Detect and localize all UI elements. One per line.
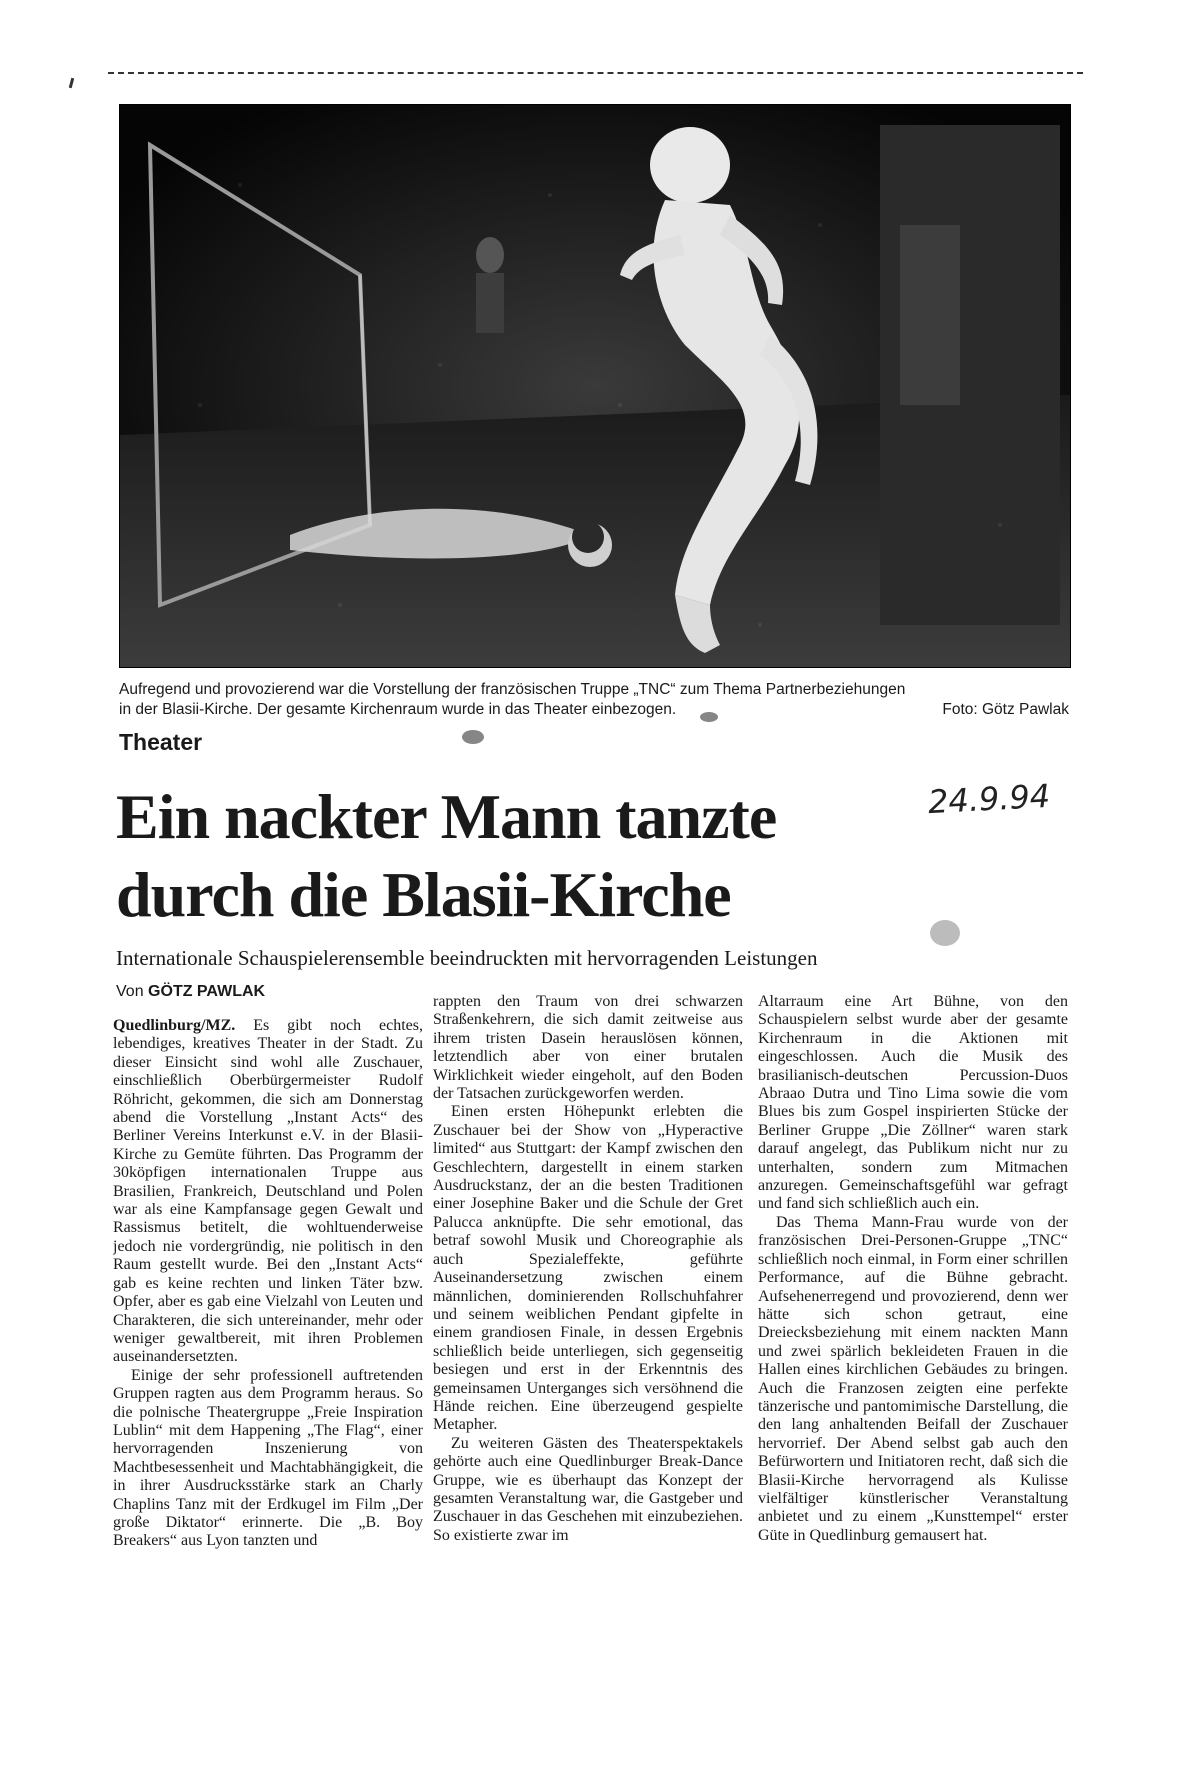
col1-paragraph-1: Es gibt noch echtes, lebendiges, kreatives Theater in der Stadt. Zu dieser Einsicht sind wohl alle Zuschauer, einschließlich Oberbürgermeister Rudolf Röhricht, gekommen, die sich am Donnerstag abend die Vorstellung „Instant Acts“ des Berliner Vereins Interkunst e.V. in der Blasii-Kirche zu Gemüte führten. Das Programm der 30köpfigen internationalen Truppe aus Brasilien, Frankreich, Deutschland und Polen war als eine Kampfansage gegen Gewalt und Rassismus betitelt, die wohltuenderweise jedoch nie vordergründig, nie politisch in den Raum gestellt wurde. Bei den „Instant Acts“ gab es keine rechten und linken Täter bzw. Opfer, aber es gab eine Vielzahl von Leuten und Charakteren, die sich untereinander, mehr oder weniger gewaltbereit, mit ihren Problemen auseinandersetzten. [113, 1017, 423, 1366]
handwritten-date: 24.9.94 [927, 776, 1052, 822]
col1-paragraph-2: Einige der sehr professionell auftretenden Gruppen ragten aus dem Programm heraus. So die polnische Theatergruppe „Freie Inspiration Lublin“ mit dem Happening „The Flag“, einer hervorragenden Inszenierung von Machtbesessenheit und Machtabhängigkeit, die in ihrer Ausdrucksstärke stark an Charly Chaplins Tanz mit der Erdkugel im Film „Der große Diktator“ erinnerte. Die „B. Boy Breakers“ aus Lyon tanzten und [113, 1366, 423, 1550]
col2-paragraph-2: Einen ersten Höhepunkt erlebten die Zuschauer bei der Show von „Hyperactive limited“ aus Stuttgart: der Kampf zwischen den Geschlechtern, dargestellt in einem starken Ausdruckstanz, der an die besten Traditionen einer Josephine Baker und die Schule der Gret Palucca anknüpfte. Die sehr emotional, das betraf sowohl Musik und Choreographie als auch Spezialeffekte, geführte Auseinandersetzung zwischen einem männlichen, dominierenden Rollschuhfahrer und seinem weiblichen Pendant gipfelte in einem grandiosen Finale, in dessen Ergebnis schließlich beide unterliegen, sich gegenseitig besiegen und erst in der Erkenntnis des gemeinsamen Unterganges sich versöhnend die Hände reichen. Eine überzeugend gespielte Metapher. [433, 1103, 743, 1434]
headline-line-1: Ein nackter Mann tanzte [116, 781, 777, 852]
article-column-1 [113, 1017, 423, 1767]
byline [116, 983, 265, 1001]
scan-speck [700, 712, 718, 722]
col3-paragraph-2: Das Thema Mann-Frau wurde von der französischen Drei-Personen-Gruppe „TNC“ schließlich noch einmal, in Form einer schrillen Performance, auf die Bühne gebracht. Aufsehenerregend und provozierend, denn wer hätte sich schon getraut, eine Dreiecksbeziehung mit einem nackten Mann und zwei spärlich bekleideten Frauen in die Hallen eines kirchlichen Gebäudes zu bringen. Auch die Franzosen zeigten eine perfekte tänzerische und pantomimische Darstellung, die den lang anhaltenden Beifall der Zuschauer hervorrief. Der Abend selbst gab auch den Befürwortern und Initiatoren recht, daß sich die Blasii-Kirche hervorragend als Kulisse vielfältiger künstlerischer Veranstaltung anbietet und zu einem „Kunsttempel“ erster Güte in Quedlinburg gemausert hat. [758, 1213, 1068, 1544]
scan-speck [462, 730, 484, 744]
headline-line-2: durch die Blasii-Kirche [116, 859, 731, 930]
scan-speck [930, 920, 960, 946]
article-column-3 [758, 993, 1068, 1743]
photo-image [120, 105, 1070, 667]
caption-line-1: Aufregend und provozierend war die Vorstellung der französischen Truppe „TNC“ zum Thema Partnerbeziehungen [119, 681, 906, 698]
scan-mark [69, 78, 74, 88]
photo-credit: Foto: Götz Pawlak [942, 701, 1069, 718]
article-photo [119, 104, 1071, 668]
col2-paragraph-3: Zu weiteren Gästen des Theaterspektakels gehörte auch eine Quedlinburger Break-Dance Gruppe, wie es überhaupt das Konzept der gesamten Veranstaltung war, die Gastgeber und Zuschauer in das Geschehen mit einzubeziehen. So existierte zwar im [433, 1434, 743, 1544]
section-kicker: Theater [119, 729, 203, 755]
dateline: Quedlinburg/MZ. [113, 1017, 236, 1034]
byline-author: GÖTZ PAWLAK [148, 983, 266, 1000]
article-column-2 [433, 993, 743, 1743]
top-rule [108, 72, 1083, 74]
photo-caption [119, 680, 1069, 720]
subtitle: Internationale Schauspielerensemble beeindruckten mit hervorragenden Leistungen [116, 946, 818, 970]
headline [116, 778, 1016, 934]
byline-prefix: Von [116, 983, 144, 1000]
col3-paragraph-1: Altarraum eine Art Bühne, von den Schauspielern selbst wurde aber der gesamte Kirchenraum in die Aktionen mit eingeschlossen. Auch die Musik des brasilianisch-deutschen Percussion-Duos Abraao Dutra und Tino Lima sowie die vom Blues bis zum Gospel inspirierten Stücke der Berliner Gruppe „Die Zöllner“ waren stark darauf angelegt, das Publikum nicht nur zu unterhalten, sondern zum Mitmachen anzuregen. Gemeinschaftsgefühl war gefragt und fand sich schließlich auch ein. [758, 993, 1068, 1213]
caption-line-2: in der Blasii-Kirche. Der gesamte Kirchenraum wurde in das Theater einbezogen. [119, 701, 677, 718]
col2-paragraph-1: rappten den Traum von drei schwarzen Straßenkehrern, die sich damit zeitweise aus ihrem tristen Dasein herauslösen können, letztendlich aber von einer brutalen Wirklichkeit wieder eingeholt, auf den Boden der Tatsachen zurückgeworfen werden. [433, 993, 743, 1103]
